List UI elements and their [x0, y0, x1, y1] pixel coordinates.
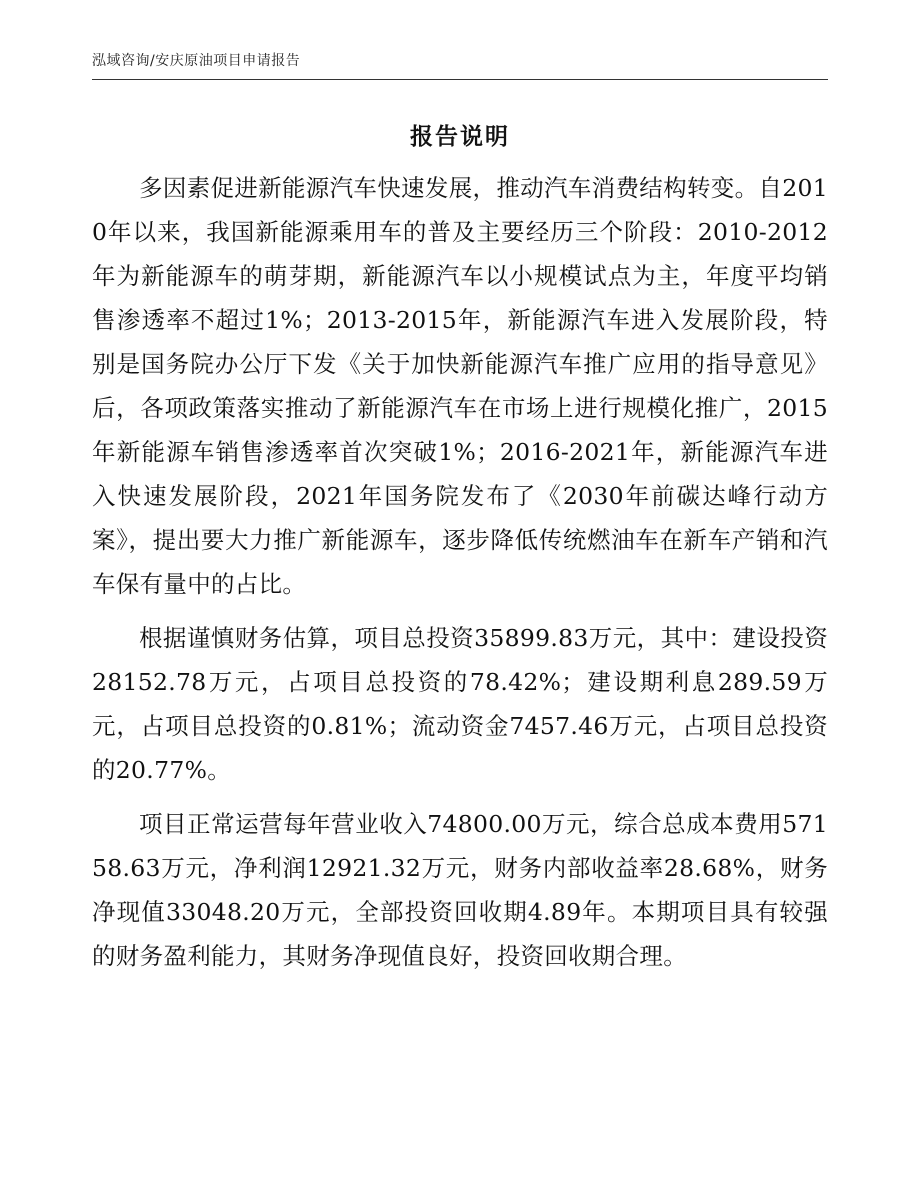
- paragraph-investment: 根据谨慎财务估算，项目总投资35899.83万元，其中：建设投资28152.78万元，占项目总投资的78.42%；建设期利息289.59万元，占项目总投资的0.81%；流动资金7457.46万元，占项目总投资的20.77%。: [92, 624, 828, 784]
- header-divider: [92, 79, 828, 80]
- paragraph-financials: 项目正常运营每年营业收入74800.00万元，综合总成本费用57158.63万元，净利润12921.32万元，财务内部收益率28.68%，财务净现值33048.20万元，全部投资回收期4.89年。本期项目具有较强的财务盈利能力，其财务净现值良好，投资回收期合理。: [92, 810, 828, 970]
- document-body: [92, 166, 828, 988]
- page-title: 报告说明: [410, 124, 510, 150]
- paragraph-ev-market: 多因素促进新能源汽车快速发展，推动汽车消费结构转变。自2010年以来，我国新能源乘用车的普及主要经历三个阶段：2010-2012年为新能源车的萌芽期，新能源汽车以小规模试点为主，年度平均销售渗透率不超过1%；2013-2015年，新能源汽车进入发展阶段，特别是国务院办公厅下发《关于加快新能源汽车推广应用的指导意见》后，各项政策落实推动了新能源汽车在市场上进行规模化推广，2015年新能源车销售渗透率首次突破1%；2016-2021年，新能源汽车进入快速发展阶段，2021年国务院发布了《2030年前碳达峰行动方案》，提出要大力推广新能源车，逐步降低传统燃油车在新车产销和汽车保有量中的占比。: [92, 174, 828, 598]
- running-header: 泓域咨询/安庆原油项目申请报告: [92, 53, 301, 69]
